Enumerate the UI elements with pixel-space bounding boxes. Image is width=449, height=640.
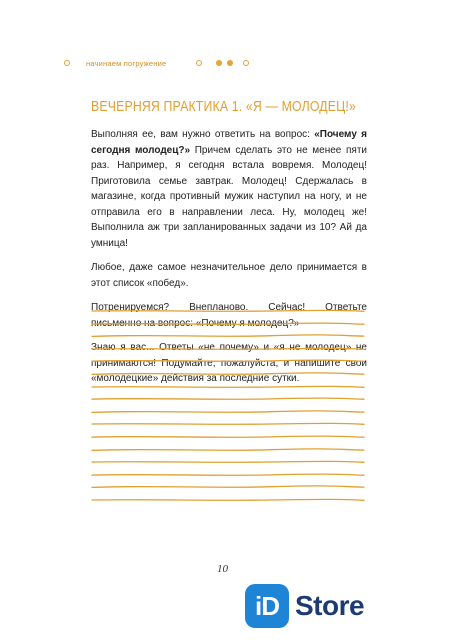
- paragraph-1-rest: Причем сделать это не менее пяти раз. Например, я сегодня встала вовремя. Молодец! Приготовила семье завтрак. Молодец! Сдержалась в магазине, когда противный мужик наступил на ногу, и не отправила его в направлении леса. Ну, молодец же! Выполнила аж три запланированных задачи из 10? Ай да умница!: [91, 144, 367, 249]
- writing-line[interactable]: [91, 456, 365, 468]
- writing-line[interactable]: [91, 469, 365, 481]
- circle-filled-icon: [216, 60, 222, 66]
- writing-line[interactable]: [91, 393, 365, 405]
- writing-line[interactable]: [91, 481, 365, 493]
- writing-lines[interactable]: [91, 305, 365, 505]
- writing-line[interactable]: [91, 355, 365, 367]
- logo-badge-text: iD: [255, 590, 279, 621]
- writing-line[interactable]: [91, 343, 365, 355]
- paragraph-3: Потренируемся? Внепланово. Сейчас! Ответьте письменно на вопрос: «Почему я молодец?»: [91, 302, 367, 329]
- page-number: 10: [217, 563, 228, 575]
- writing-line[interactable]: [91, 406, 365, 418]
- circle-outline-icon: [64, 60, 70, 66]
- writing-line[interactable]: [91, 418, 365, 430]
- watermark-logo: [245, 584, 364, 628]
- writing-line[interactable]: [91, 494, 365, 506]
- running-title: начинаем погружение: [86, 58, 167, 68]
- writing-line[interactable]: [91, 318, 365, 330]
- writing-line[interactable]: [91, 381, 365, 393]
- logo-word: Store: [295, 590, 365, 621]
- paragraph-1-intro: Выполняя ее, вам нужно ответить на вопрос:: [91, 129, 315, 140]
- logo-badge: [245, 584, 289, 628]
- writing-line[interactable]: [91, 330, 365, 342]
- writing-line[interactable]: [91, 368, 365, 380]
- writing-line[interactable]: [91, 431, 365, 443]
- section-title: ВЕЧЕРНЯЯ ПРАКТИКА 1. «Я — МОЛОДЕЦ!»: [91, 98, 357, 115]
- paragraph-4: Знаю я вас... Ответы «не почему» и «я не молодец» не принимаются! Подумайте, пожалуйста, и напишите свои «молодецкие» действия за последние сутки.: [91, 342, 367, 384]
- writing-line[interactable]: [91, 305, 365, 317]
- circle-outline-icon: [196, 60, 202, 66]
- circle-filled-icon: [227, 60, 233, 66]
- running-header: [64, 56, 249, 70]
- writing-line[interactable]: [91, 444, 365, 456]
- paragraph-1: [91, 127, 367, 251]
- circle-outline-icon: [243, 60, 249, 66]
- paragraph-2: Любое, даже самое незначительное дело принимается в этот список «побед».: [91, 262, 367, 289]
- paragraph-1-question: «Почему я сегодня молодец?»: [91, 129, 367, 156]
